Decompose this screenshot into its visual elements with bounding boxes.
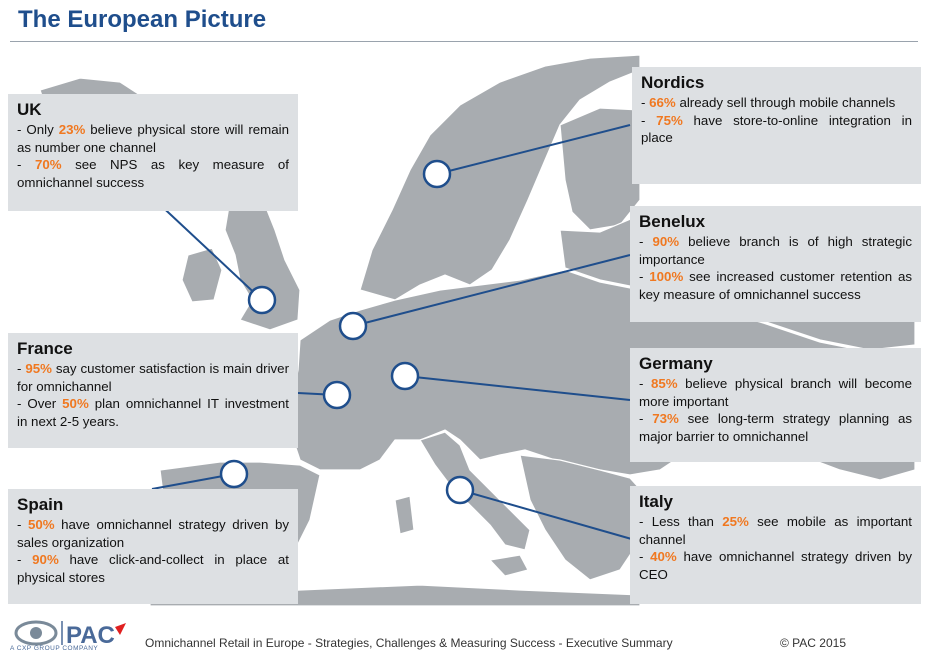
stat-line: - 90% believe branch is of high strategic importance	[639, 234, 912, 267]
region-box-uk	[8, 94, 298, 211]
marker-nordics	[424, 161, 450, 187]
marker-spain	[221, 461, 247, 487]
logo-subtitle: A CXP GROUP COMPANY	[10, 645, 99, 652]
region-heading: Spain	[17, 495, 64, 514]
stat-line: - 40% have omnichannel strategy driven by CEO	[639, 549, 912, 582]
region-heading: France	[17, 339, 73, 358]
stat-line: - 50% have omnichannel strategy driven by sales organization	[17, 517, 289, 550]
region-heading: Benelux	[639, 212, 706, 231]
stat-line: - Only 23% believe physical store will remain as number one channel	[17, 122, 289, 155]
page-title: The European Picture	[18, 6, 267, 33]
region-box-france	[8, 333, 298, 448]
marker-benelux	[340, 313, 366, 339]
stat-line: - 100% see increased customer retention as key measure of omnichannel success	[639, 269, 912, 302]
stat-line: - 95% say customer satisfaction is main driver for omnichannel	[17, 361, 289, 394]
stat-line: - 66% already sell through mobile channels	[641, 95, 896, 110]
footer-copyright: © PAC 2015	[780, 636, 846, 650]
footer-text: Omnichannel Retail in Europe - Strategies, Challenges & Measuring Success - Executive Summary	[145, 636, 673, 650]
stat-line: - Over 50% plan omnichannel IT investment in next 2-5 years.	[17, 396, 289, 429]
region-heading: Italy	[639, 492, 674, 511]
region-heading: Germany	[639, 354, 713, 373]
region-box-benelux	[630, 206, 921, 322]
region-box-italy	[630, 486, 921, 604]
region-heading: Nordics	[641, 73, 705, 92]
region-heading: UK	[17, 100, 42, 119]
marker-germany	[392, 363, 418, 389]
marker-uk	[249, 287, 275, 313]
region-box-germany	[630, 348, 921, 462]
stat-line: - 73% see long-term strategy planning as major barrier to omnichannel	[639, 411, 912, 444]
stat-line: - 90% have click-and-collect in place at physical stores	[17, 552, 290, 585]
logo-text: PAC	[66, 622, 115, 649]
stat-line: - 85% believe physical branch will become more important	[639, 376, 912, 409]
region-box-nordics	[632, 67, 921, 184]
marker-italy	[447, 477, 473, 503]
marker-france	[324, 382, 350, 408]
region-box-spain	[8, 489, 298, 604]
stat-line: - Less than 25% see mobile as important channel	[639, 514, 913, 547]
stat-line: - 75% have store-to-online integration in place	[641, 112, 912, 145]
stat-line: - 70% see NPS as key measure of omnichannel success	[17, 157, 289, 190]
